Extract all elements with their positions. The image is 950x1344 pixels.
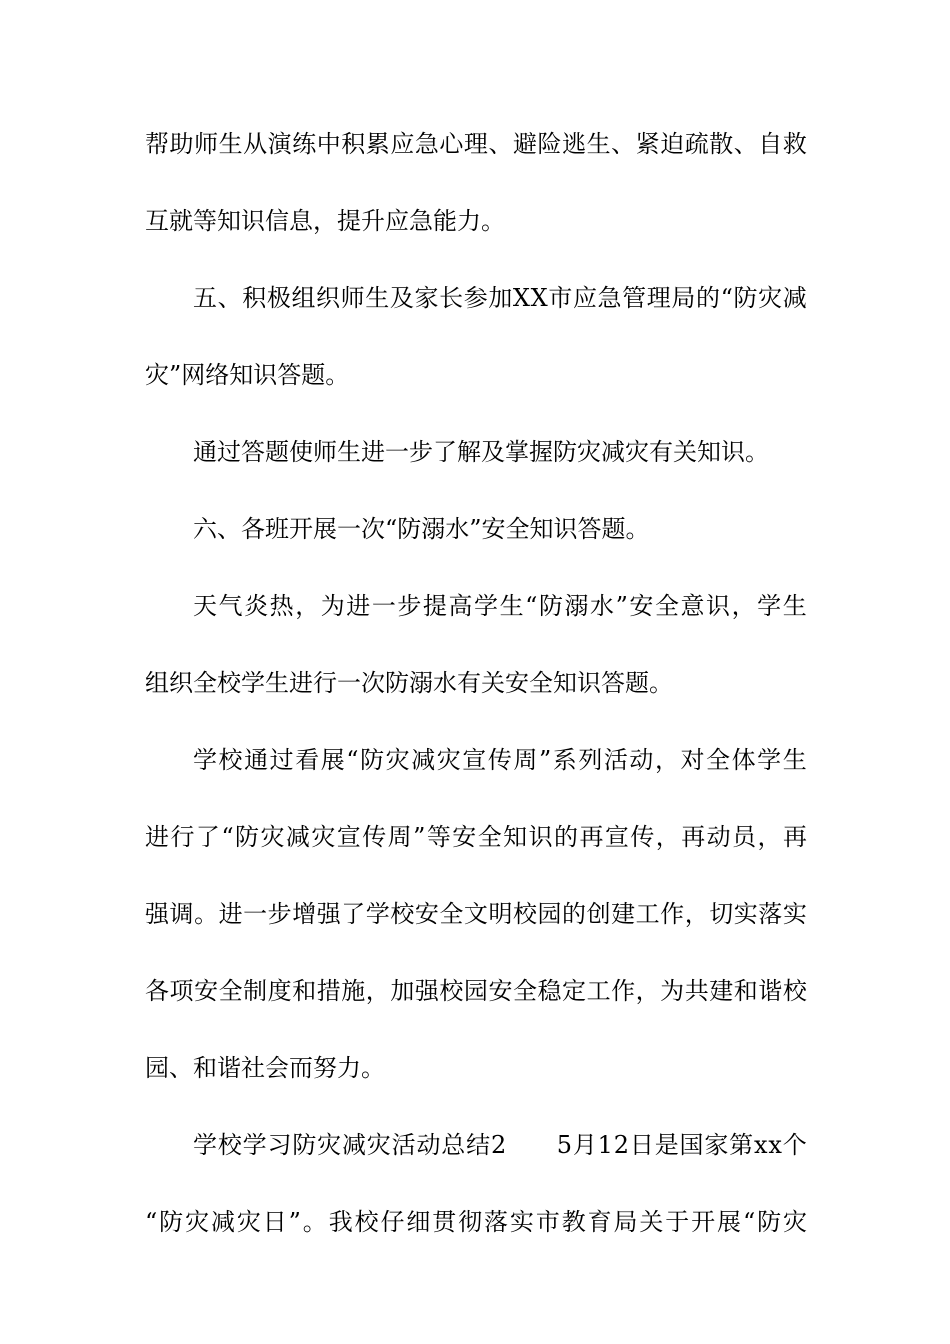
text-line: 六、各班开展一次“防溺水”安全知识答题。 [193,515,650,543]
text-line: “ 防 灾 减 灾 日 ” 。 我 校 仔 细 贯 彻 落 实 市 教 育 局 关 于 开 展 “ 防 灾 [145,1208,807,1236]
text-line: 天 气 炎 热 ， 为 进 一 步 提 高 学 生 “ 防 溺 水 ” 安 全 意 识 ， 学 生 [193,592,807,620]
text-line: 通过答题使师生进一步了解及掌握防灾减灾有关知识。 [193,438,769,466]
text-line: 各 项 安 全 制 度 和 措 施 ， 加 强 校 园 安 全 稳 定 工 作 ， 为 共 建 和 谐 校 [145,977,807,1005]
text-line: 组织全校学生进行一次防溺水有关安全知识答题。 [145,669,673,697]
body-text [145,132,807,1287]
text-line: 学 校 通 过 看 展 “ 防 灾 减 灾 宣 传 周 ” 系 列 活 动 ， 对 全 体 学 生 [193,746,807,774]
text-line: 五 、 积 极 组 织 师 生 及 家 长 参 加 X X 市 应 急 管 理 局 的 “ 防 灾 减 [193,284,807,312]
text-line: 进 行 了 “ 防 灾 减 灾 宣 传 周 ” 等 安 全 知 识 的 再 宣 传 ， 再 动 员 ， 再 [145,823,807,851]
text-line: 强 调 。 进 一 步 增 强 了 学 校 安 全 文 明 校 园 的 创 建 工 作 ， 切 实 落 实 [145,900,807,928]
text-line: 帮 助 师 生 从 演 练 中 积 累 应 急 心 理 、 避 险 逃 生 、 紧 迫 疏 散 、 自 救 [145,130,807,158]
text-line: 互就等知识信息，提升应急能力。 [145,207,505,235]
text-line: 学 校 学 习 防 灾 减 灾 活 动 总 结 2 5 月 1 2 日 是 国 家 第 x x 个 [193,1131,807,1159]
text-line: 园、和谐社会而努力。 [145,1054,385,1082]
text-line: 灾”网络知识答题。 [145,361,350,389]
